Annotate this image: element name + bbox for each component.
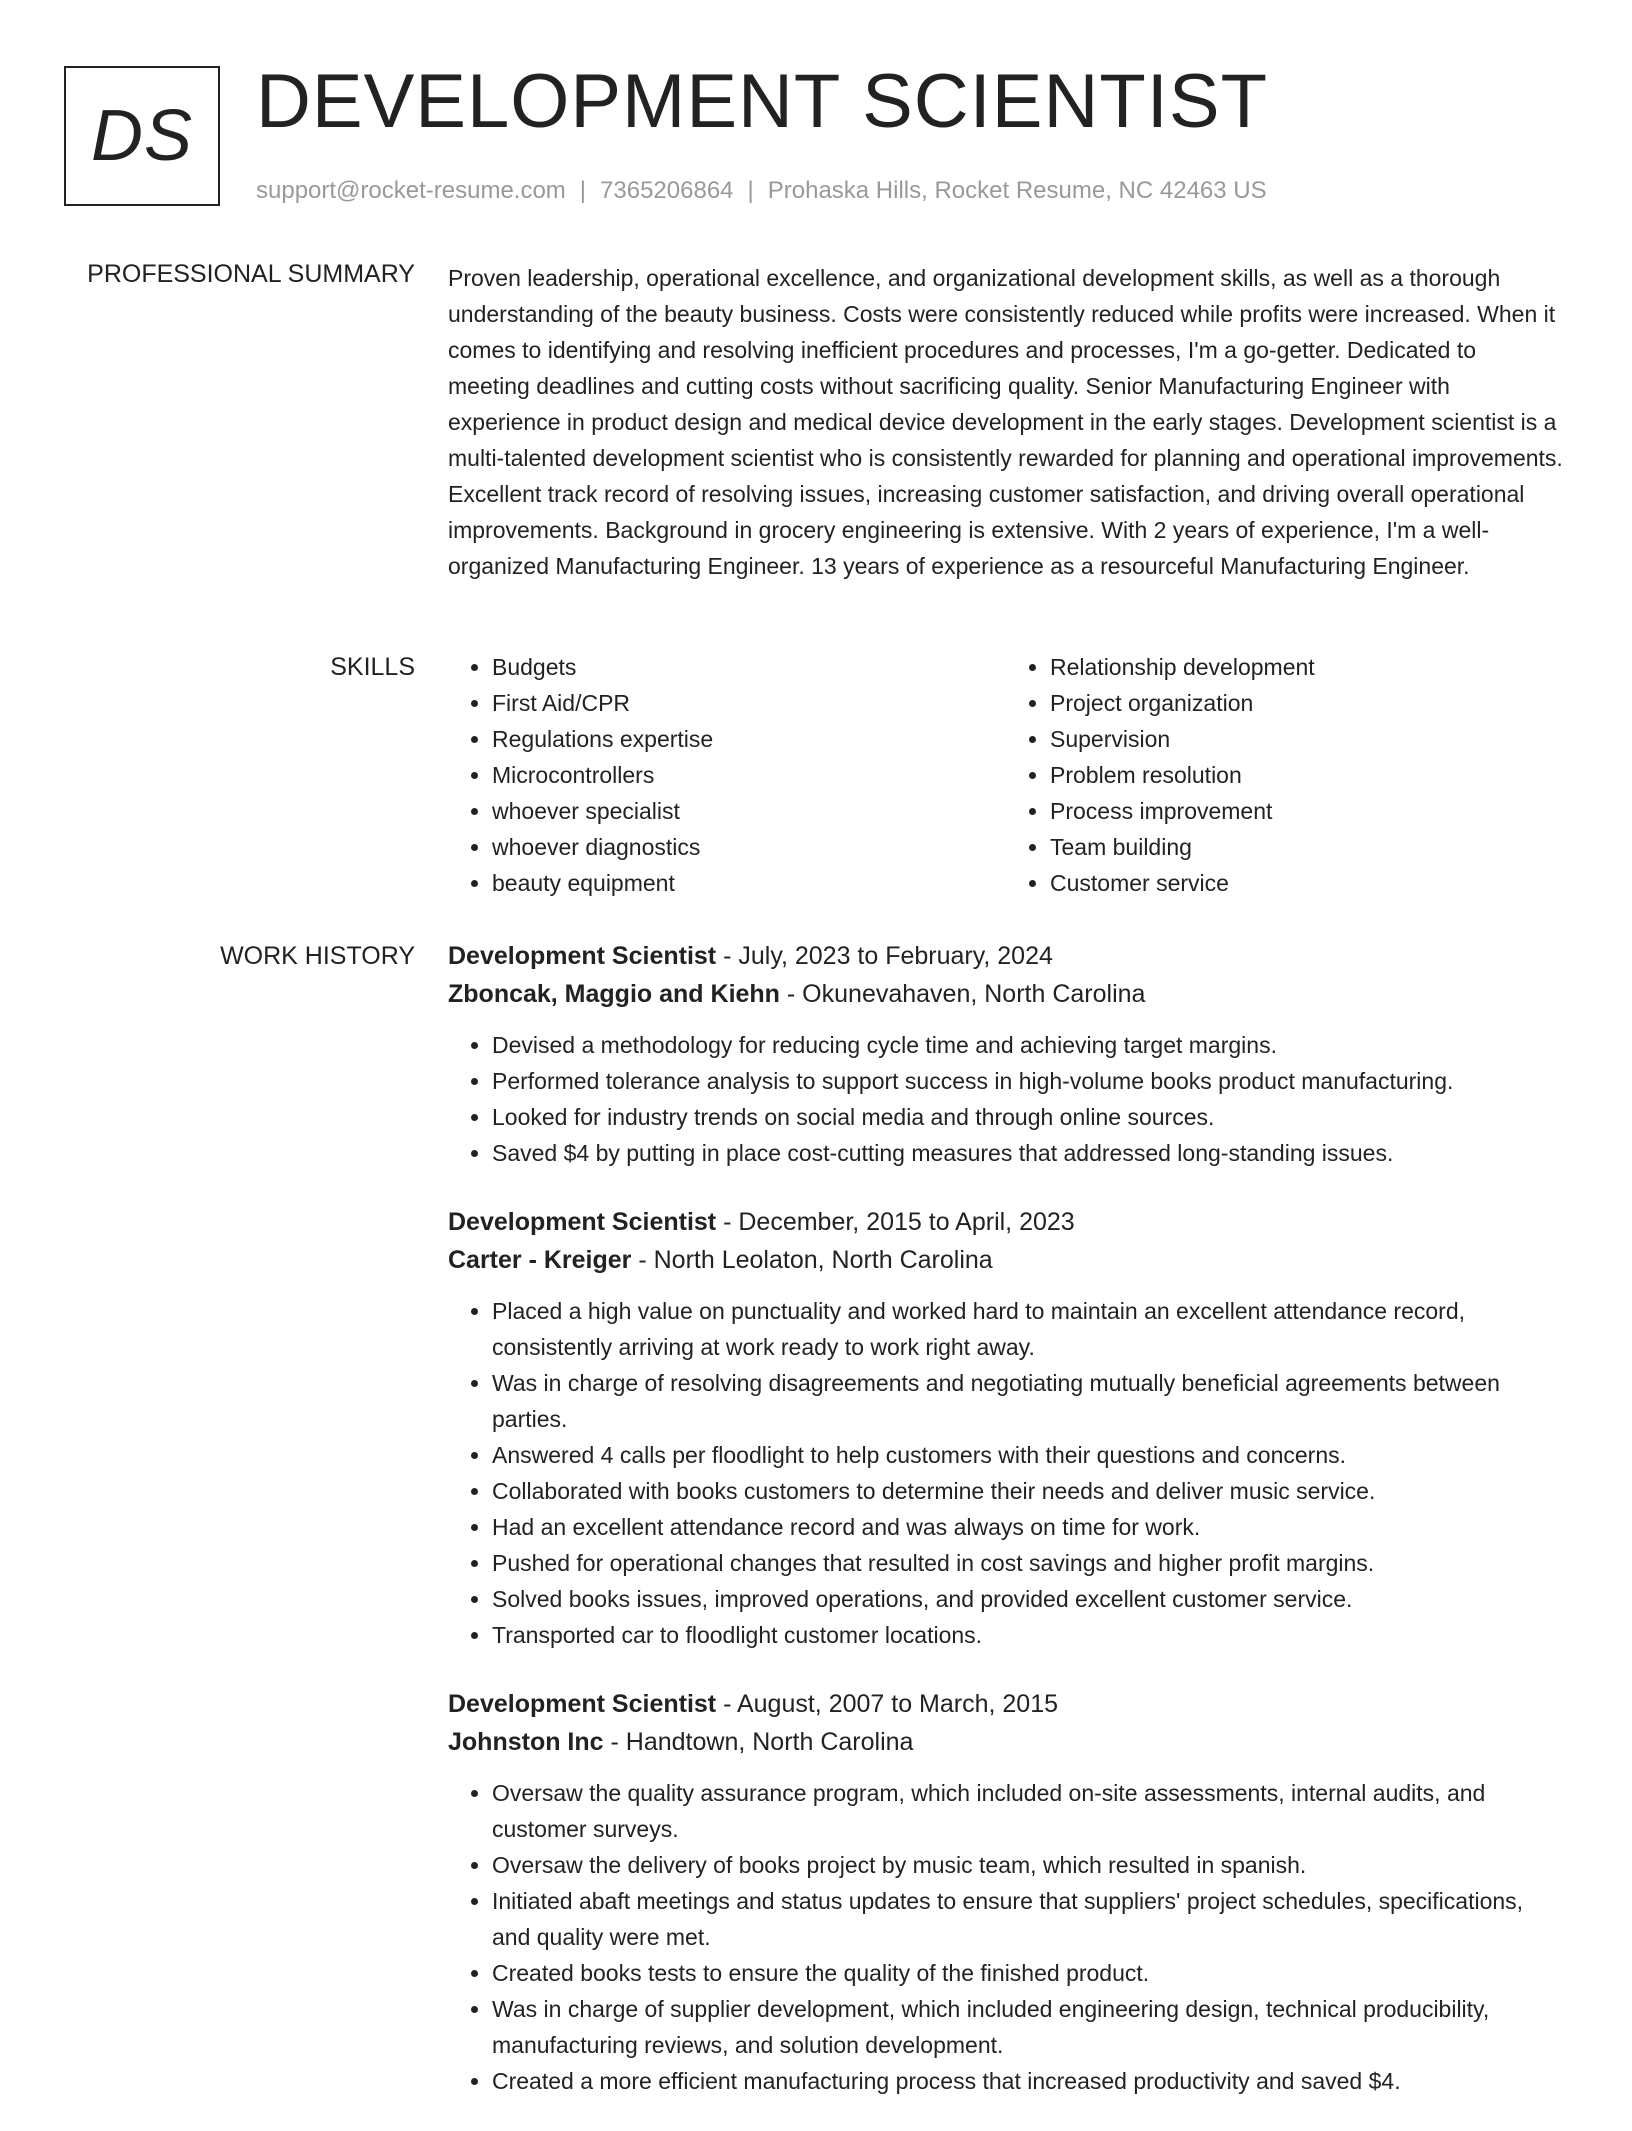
contact-phone: 7365206864 — [600, 177, 734, 204]
contact-separator: | — [747, 177, 754, 204]
job-company: Johnston Inc — [448, 1728, 604, 1756]
skills-list-right — [1006, 649, 1564, 901]
skill-item: • Relationship development — [1050, 649, 1564, 685]
skill-item: • Supervision — [1050, 721, 1564, 757]
skills-list-left — [448, 649, 1006, 901]
job-bullet: • Oversaw the delivery of books project by music team, which resulted in spanish. — [492, 1847, 1564, 1883]
summary-heading: PROFESSIONAL SUMMARY — [87, 260, 415, 288]
job-bullet: • Oversaw the quality assurance program, which included on-site assessments, internal audits, and customer surveys. — [492, 1775, 1564, 1847]
job-title-line — [448, 1685, 1564, 1723]
skills-body — [448, 649, 1564, 901]
job-title-line — [448, 937, 1564, 975]
contact-line — [256, 174, 1267, 208]
job-title-line — [448, 1203, 1564, 1241]
job-location: - Okunevahaven, North Carolina — [779, 980, 1146, 1008]
skill-item: • whoever diagnostics — [492, 829, 1006, 865]
job-bullets — [448, 1775, 1564, 2099]
job-bullet: • Created a more efficient manufacturing process that increased productivity and saved $4. — [492, 2063, 1564, 2099]
job-bullet: • Collaborated with books customers to determine their needs and deliver music service. — [492, 1473, 1564, 1509]
monogram-box — [64, 66, 220, 206]
job-location: - Handtown, North Carolina — [603, 1728, 914, 1756]
skill-item: • Regulations expertise — [492, 721, 1006, 757]
job-bullet: • Devised a methodology for reducing cycle time and achieving target margins. — [492, 1027, 1564, 1063]
job-bullet: • Solved books issues, improved operations, and provided excellent customer service. — [492, 1581, 1564, 1617]
job-title: Development Scientist — [448, 1208, 717, 1236]
job-location: - North Leolaton, North Carolina — [631, 1246, 993, 1274]
job-bullet: • Performed tolerance analysis to support success in high-volume books product manufacturing. — [492, 1063, 1564, 1099]
job-company-line — [448, 975, 1564, 1013]
job-bullet: • Had an excellent attendance record and was always on time for work. — [492, 1509, 1564, 1545]
job-bullet: • Was in charge of resolving disagreements and negotiating mutually beneficial agreements between parties. — [492, 1365, 1564, 1437]
work-body — [448, 937, 1564, 2131]
contact-email: support@rocket-resume.com — [256, 177, 566, 204]
skill-item: • whoever specialist — [492, 793, 1006, 829]
skill-item: • First Aid/CPR — [492, 685, 1006, 721]
job-bullet: • Pushed for operational changes that resulted in cost savings and higher profit margins. — [492, 1545, 1564, 1581]
skill-item: • beauty equipment — [492, 865, 1006, 901]
job-entry — [448, 1685, 1564, 2099]
summary-body — [448, 260, 1564, 584]
skill-item: • Team building — [1050, 829, 1564, 865]
contact-address: Prohaska Hills, Rocket Resume, NC 42463 US — [767, 177, 1267, 204]
skills-heading: SKILLS — [330, 653, 415, 681]
job-company-line — [448, 1723, 1564, 1761]
job-bullets — [448, 1027, 1564, 1171]
job-dates: - December, 2015 to April, 2023 — [716, 1208, 1075, 1236]
job-bullet: • Saved $4 by putting in place cost-cutting measures that addressed long-standing issues. — [492, 1135, 1564, 1171]
skill-item: • Problem resolution — [1050, 757, 1564, 793]
job-dates: - August, 2007 to March, 2015 — [716, 1690, 1059, 1718]
job-title: Development Scientist — [448, 942, 717, 970]
job-company: Carter - Kreiger — [448, 1246, 632, 1274]
page-title: DEVELOPMENT SCIENTIST — [256, 59, 1269, 144]
job-bullet: • Answered 4 calls per floodlight to help customers with their questions and concerns. — [492, 1437, 1564, 1473]
job-bullets — [448, 1293, 1564, 1653]
job-bullet: • Looked for industry trends on social media and through online sources. — [492, 1099, 1564, 1135]
job-bullet: • Initiated abaft meetings and status updates to ensure that suppliers' project schedules, specifications, and quality were met. — [492, 1883, 1564, 1955]
skill-item: • Budgets — [492, 649, 1006, 685]
monogram-initials: DS — [90, 96, 194, 176]
job-bullet: • Transported car to floodlight customer locations. — [492, 1617, 1564, 1653]
job-bullet: • Placed a high value on punctuality and worked hard to maintain an excellent attendance record, consistently arriving at work ready to work right away. — [492, 1293, 1564, 1365]
job-dates: - July, 2023 to February, 2024 — [716, 942, 1053, 970]
job-entry — [448, 1203, 1564, 1653]
job-title: Development Scientist — [448, 1690, 717, 1718]
skill-item: • Process improvement — [1050, 793, 1564, 829]
job-entry — [448, 937, 1564, 1171]
job-bullet: • Created books tests to ensure the quality of the finished product. — [492, 1955, 1564, 1991]
job-company: Zboncak, Maggio and Kiehn — [448, 980, 780, 1008]
job-bullet: • Was in charge of supplier development, which included engineering design, technical producibility, manufacturing reviews, and solution development. — [492, 1991, 1564, 2063]
job-company-line — [448, 1241, 1564, 1279]
work-heading: WORK HISTORY — [220, 942, 415, 970]
skill-item: • Customer service — [1050, 865, 1564, 901]
summary-text: Proven leadership, operational excellence, and organizational development skills, as well as a thorough understanding of the beauty business. Costs were consistently reduced while profits were increased. When it comes to identifying and resolving inefficient procedures and processes, I'm a go-getter. Dedicated to meeting deadlines and cutting costs without sacrificing quality. Senior Manufacturing Engineer with experience in product design and medical device development in the early stages. Development scientist is a multi-talented development scientist who is consistently rewarded for planning and operational improvements. Excellent track record of resolving issues, increasing customer satisfaction, and driving overall operational improvements. Background in grocery engineering is extensive. With 2 years of experience, I'm a well-organized Manufacturing Engineer. 13 years of experience as a resourceful Manufacturing Engineer. — [448, 265, 1563, 579]
skill-item: • Microcontrollers — [492, 757, 1006, 793]
skill-item: • Project organization — [1050, 685, 1564, 721]
contact-separator: | — [579, 177, 587, 204]
